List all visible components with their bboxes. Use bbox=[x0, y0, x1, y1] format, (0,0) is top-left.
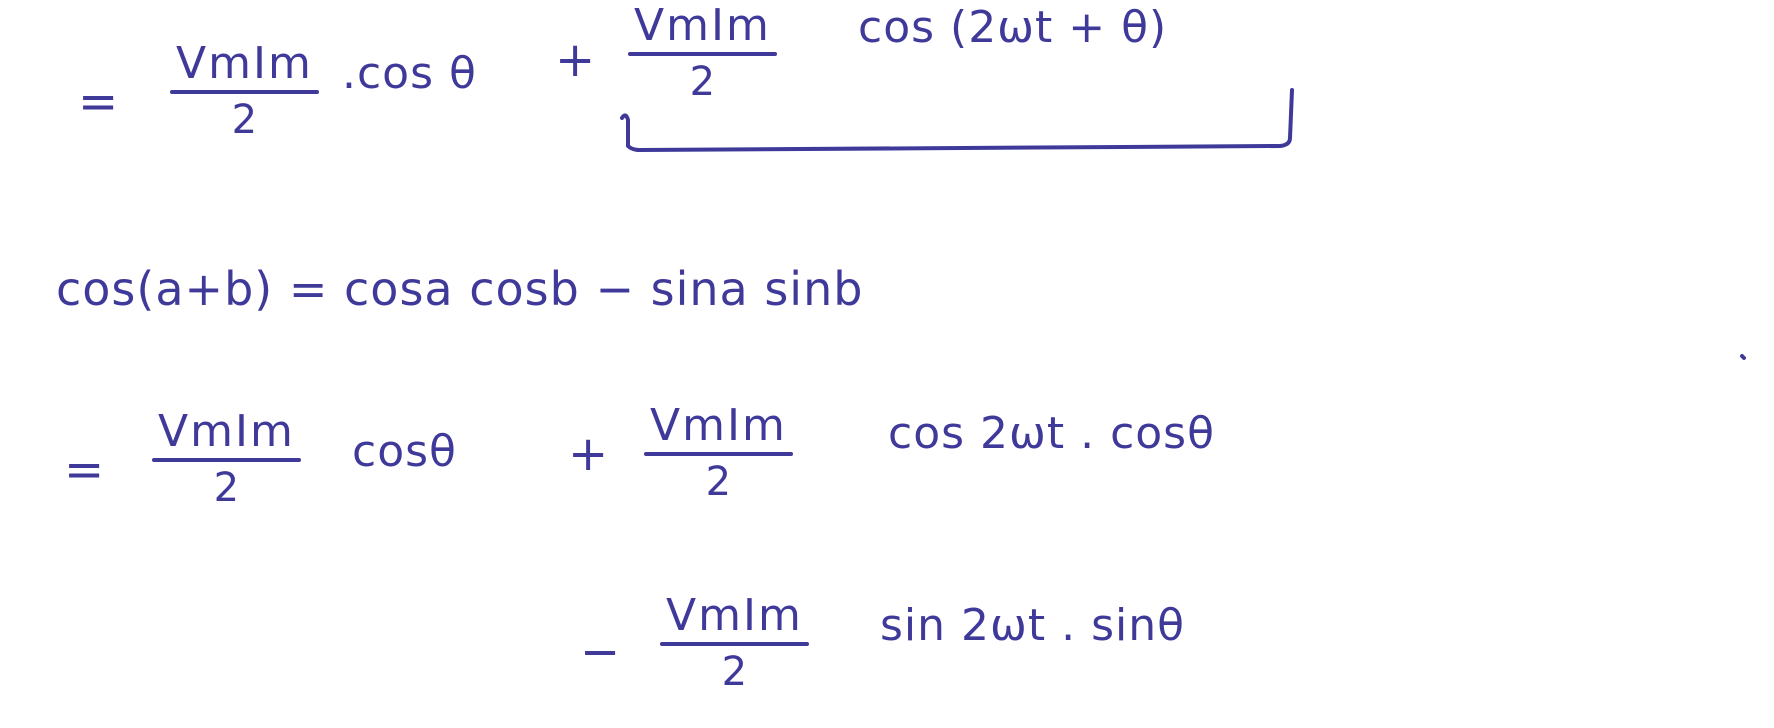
line1-fraction-1-denominator: 2 bbox=[231, 97, 258, 143]
line4-fraction bbox=[660, 590, 809, 695]
line3-fraction-2-numerator: VmIm bbox=[650, 400, 787, 451]
line1-fraction-2-numerator: VmIm bbox=[634, 0, 771, 51]
stray-dot bbox=[1742, 356, 1744, 358]
line4-fraction-numerator: VmIm bbox=[666, 590, 803, 641]
line3-fraction-2-denominator: 2 bbox=[705, 459, 732, 505]
trig-identity: cos(a+b) = cosa cosb − sina sinb bbox=[56, 262, 864, 316]
line3-cos-term: cos 2ωt . cosθ bbox=[888, 408, 1216, 459]
line4-minus: − bbox=[580, 624, 622, 680]
line3-plus: + bbox=[568, 426, 610, 482]
line3-fraction-1-numerator: VmIm bbox=[158, 406, 295, 457]
bracket-stroke bbox=[622, 90, 1292, 150]
line3-cos-theta: cosθ bbox=[352, 426, 457, 477]
line1-fraction-1-numerator: VmIm bbox=[176, 38, 313, 89]
line1-cos-theta: .cos θ bbox=[342, 48, 477, 99]
line1-equals: = bbox=[78, 74, 120, 130]
line3-fraction-1 bbox=[152, 406, 301, 511]
line3-fraction-1-denominator: 2 bbox=[213, 465, 240, 511]
line4-sin-term: sin 2ωt . sinθ bbox=[880, 600, 1186, 651]
line4-fraction-denominator: 2 bbox=[721, 649, 748, 695]
line1-fraction-2-denominator: 2 bbox=[689, 59, 716, 105]
line1-cos-term: cos (2ωt + θ) bbox=[858, 2, 1168, 53]
line3-equals: = bbox=[64, 442, 106, 498]
line1-plus: + bbox=[555, 32, 597, 88]
line3-fraction-2 bbox=[644, 400, 793, 505]
